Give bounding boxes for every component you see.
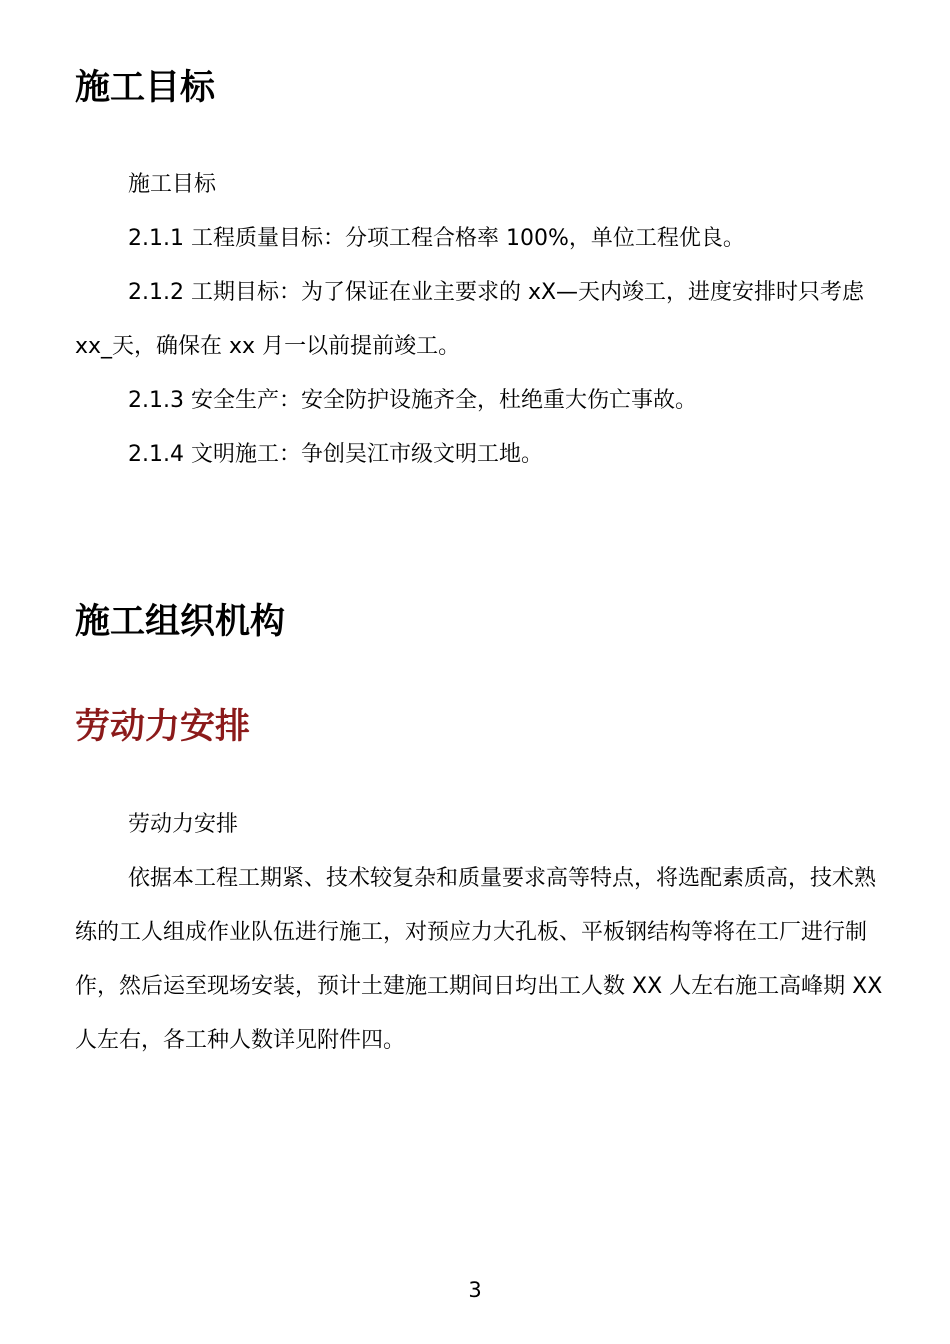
section-title-labor-arrangement: 劳动力安排 xyxy=(75,707,251,747)
labor-arrangement-body: 依据本工程工期紧、技术较复杂和质量要求高等特点，将选配素质高，技术熟练的工人组成作业队伍进行施工，对预应力大孔板、平板钢结构等将在工厂进行制作，然后运至现场安装，预计土建施工期间日均出工人数 XX 人左右施工高峰期 XX 人左右，各工种人数详见附件四。 xyxy=(75,866,883,1053)
goal-item-safety: 2.1.3 安全生产：安全防护设施齐全，杜绝重大伤亡事故。 xyxy=(128,388,697,413)
page-number: 3 xyxy=(468,1278,482,1302)
goal-item-civilized-construction: 2.1.4 文明施工：争创吴江市级文明工地。 xyxy=(128,442,543,467)
section-title-organization: 施工组织机构 xyxy=(75,602,286,642)
section-subtitle-labor-arrangement: 劳动力安排 xyxy=(128,812,239,837)
goal-item-schedule: 2.1.2 工期目标：为了保证在业主要求的 xX—天内竣工，进度安排时只考虑 xx_天，确保在 xx 月一以前提前竣工。 xyxy=(75,280,865,359)
section-subtitle-construction-goals: 施工目标 xyxy=(128,172,217,197)
section-title-construction-goals: 施工目标 xyxy=(75,68,216,108)
goal-item-quality: 2.1.1 工程质量目标：分项工程合格率 100%，单位工程优良。 xyxy=(128,226,745,251)
